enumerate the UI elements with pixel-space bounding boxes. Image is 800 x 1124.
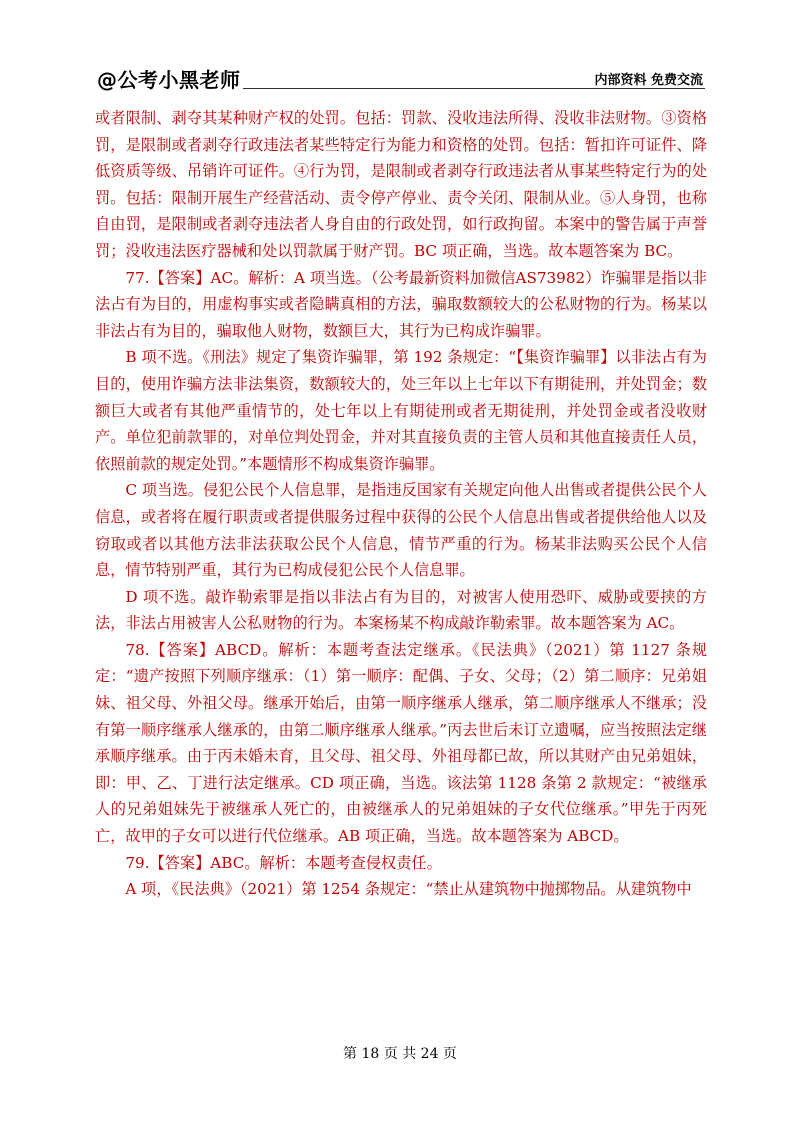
document-body	[95, 105, 707, 903]
header-note: 内部资料 免费交流	[594, 73, 703, 88]
paragraph-q77-c: C 项当选。侵犯公民个人信息罪，是指违反国家有关规定向他人出售或者提供公民个人信息，或者将在履行职责或者提供服务过程中获得的公民个人信息出售或者提供给他人以及窃取或者以其他方法非法获取公民个人信息，情节严重的行为。杨某非法购买公民个人信息，情节特别严重，其行为已构成侵犯公民个人信息罪。	[95, 481, 707, 580]
header-author: @公考小黑老师	[97, 68, 241, 92]
page-number: 第 18 页 共 24 页	[343, 1046, 457, 1062]
page-header	[95, 62, 705, 92]
paragraph-q79: 79.【答案】ABC。解析：本题考查侵权责任。	[125, 853, 442, 872]
paragraph-continued: 或者限制、剥夺其某种财产权的处罚。包括：罚款、没收违法所得、没收非法财物。③资格罚，是限制或者剥夺行政违法者某些特定行为能力和资格的处罚。包括：暂扣许可证件、降低资质等级、吊销许可证件。④行为罚，是限制或者剥夺行政违法者从事某些特定行为的处罚。包括：限制开展生产经营活动、责令停产停业、责令关闭、限制从业。⑤人身罚，也称自由罚，是限制或者剥夺违法者人身自由的行政处罚，如行政拘留。本案中的警告属于声誉罚；没收违法医疗器械和处以罚款属于财产罚。BC 项正确，当选。故本题答案为 BC。	[95, 109, 707, 260]
paragraph-q77-b: B 项不选。《刑法》规定了集资诈骗罪，第 192 条规定：“【集资诈骗罪】以非法占有为目的，使用诈骗方法非法集资，数额较大的，处三年以上七年以下有期徒刑，并处罚金；数额巨大或者有其他严重情节的，处七年以上有期徒刑或者无期徒刑，并处罚金或者没收财产。单位犯前款罪的，对单位判处罚金，并对其直接负责的主管人员和其他直接责任人员，依照前款的规定处罚。”本题情形不构成集资诈骗罪。	[95, 348, 707, 473]
paragraph-q79-a: A 项，《民法典》（2021）第 1254 条规定：“禁止从建筑物中抛掷物品。从建筑物中	[125, 880, 692, 899]
paragraph-q77-d: D 项不选。敲诈勒索罪是指以非法占有为目的，对被害人使用恐吓、威胁或要挟的方法，非法占用被害人公私财物的行为。本案杨某不构成敲诈勒索罪。故本题答案为 AC。	[95, 587, 707, 633]
header-rule	[243, 88, 705, 89]
paragraph-q78: 78.【答案】ABCD。解析：本题考查法定继承。《民法典》（2021）第 1127 条规定：“遗产按照下列顺序继承：（1）第一顺序：配偶、子女、父母；（2）第二顺序：兄弟姐妹、祖父母、外祖父母。继承开始后，由第一顺序继承人继承，第二顺序继承人不继承；没有第一顺序继承人继承的，由第二顺序继承人继承。”丙去世后未订立遗嘱，应当按照法定继承顺序继承。由于丙未婚未育，且父母、祖父母、外祖母都已故，所以其财产由兄弟姐妹，即：甲、乙、丁进行法定继承。CD 项正确，当选。该法第 1128 条第 2 款规定：“被继承人的兄弟姐妹先于被继承人死亡的，由被继承人的兄弟姐妹的子女代位继承。”甲先于丙死亡，故甲的子女可以进行代位继承。AB 项正确，当选。故本题答案为 ABCD。	[95, 640, 707, 846]
paragraph-q77: 77.【答案】AC。解析：A 项当选。（公考最新资料加微信AS73982）诈骗罪是指以非法占有为目的，用虚构事实或者隐瞒真相的方法，骗取数额较大的公私财物的行为。杨某以非法占有为目的，骗取他人财物，数额巨大，其行为已构成诈骗罪。	[95, 268, 707, 340]
